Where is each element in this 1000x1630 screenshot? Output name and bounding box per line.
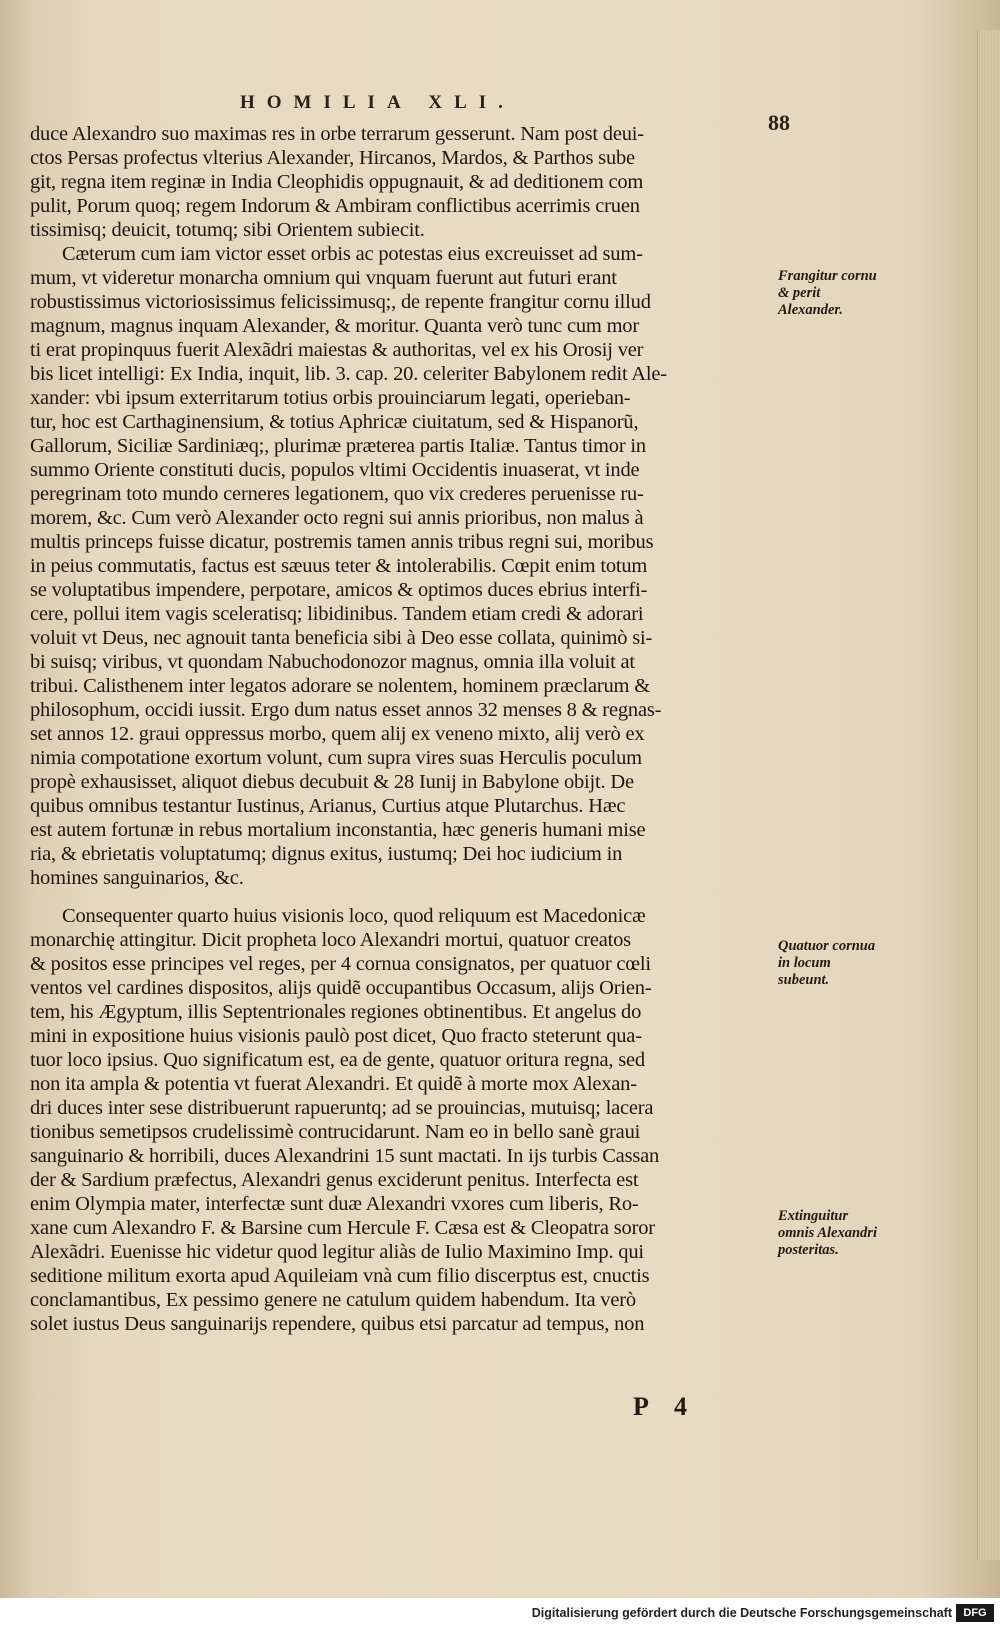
text-line: solet iustus Deus sanguinarijs rependere, quibus etsi parcatur ad tempus, non <box>30 1313 645 1335</box>
text-line: nimia compotatione exortum volunt, cum supra vires suas Herculis poculum <box>30 747 642 769</box>
text-line: ria, & ebrietatis voluptatumq; dignus exitus, iustumq; Dei hoc iudicium in <box>30 843 623 865</box>
text-line: pulit, Porum quoq; regem Indorum & Ambiram conflictibus acerrimis cruen <box>30 195 640 217</box>
text-line: tionibus semetipsos crudelissimè contrucidarunt. Nam eo in bello sanè graui <box>30 1121 641 1143</box>
text-line: xane cum Alexandro F. & Barsine cum Hercule F. Cæsa est & Cleopatra soror <box>30 1217 655 1239</box>
text-line: est autem fortunæ in rebus mortalium inconstantia, hæc generis humani mise <box>30 819 646 841</box>
text-line: bi suisq; viribus, vt quondam Nabuchodonozor magnus, omnia illa voluit at <box>30 651 635 673</box>
text-line <box>30 1336 775 1360</box>
text-line: conclamantibus, Ex pessimo genere ne catulum quidem habendum. Ita verò <box>30 1289 636 1311</box>
text-line: bis licet intelligi: Ex India, inquit, lib. 3. cap. 20. celeriter Babylonem redit Ale- <box>30 363 667 385</box>
text-line: monarchię attingitur. Dicit propheta loco Alexandri mortui, quatuor creatos <box>30 929 631 951</box>
text-line: voluit vt Deus, nec agnouit tanta beneficia sibi à Deo esse collata, quinimò si- <box>30 627 653 649</box>
folio-number: 88 <box>768 110 790 135</box>
text-line: dri duces inter sese distribuerunt rapueruntq; ad se prouincias, mutuisq; lacera <box>30 1097 654 1119</box>
dfg-logo-icon: DFG <box>956 1604 994 1622</box>
text-line: git, regna item reginæ in India Cleophidis oppugnauit, & ad deditionem com <box>30 171 644 193</box>
signature-mark: P 4 <box>633 1392 697 1421</box>
margin-note: Frangitur cornu & perit Alexander. <box>778 268 877 318</box>
text-line: magnum, magnus inquam Alexander, & moritur. Quanta verò tunc cum mor <box>30 315 639 337</box>
text-line: Alexãdri. Euenisse hic videtur quod legitur aliàs de Iulio Maximino Imp. qui <box>30 1241 644 1263</box>
text-line: ventos vel cardines dispositos, alijs quidẽ occupantibus Occasum, alijs Orien- <box>30 977 652 999</box>
text-line: ctos Persas profectus vlterius Alexander, Hircanos, Mardos, & Parthos sube <box>30 147 635 169</box>
text-line: ti erat propinquus fuerit Alexãdri maiestas & authoritas, vel ex his Orosij ver <box>30 339 644 361</box>
funding-credit: Digitalisierung gefördert durch die Deutsche Forschungsgemeinschaft <box>531 1606 952 1620</box>
text-line: enim Olympia mater, interfectæ sunt duæ Alexandri vxores cum liberis, Ro- <box>30 1193 639 1215</box>
page-edge-stack <box>977 30 1000 1560</box>
text-line: multis princeps fuisse dicatur, postremis tamen annis tribus regni sui, moribus <box>30 531 654 553</box>
text-line: tissimisq; deuicit, totumq; sibi Orientem subiecit. <box>30 219 425 241</box>
text-line: tuor loco ipsius. Quo significatum est, ea de gente, quatuor oritura regna, sed <box>30 1049 645 1071</box>
text-line: non ita ampla & potentia vt fuerat Alexandri. Et quidẽ à morte mox Alexan- <box>30 1073 637 1095</box>
text-line: summo Oriente constituti ducis, populos vltimi Occidentis inuaserat, vt inde <box>30 459 640 481</box>
text-line: sanguinario & horribili, duces Alexandrini 15 sunt mactati. In ijs turbis Cassan <box>30 1145 660 1167</box>
text-line: in peius commutatis, factus est sæuus teter & intolerabilis. Cœpit enim totum <box>30 555 648 577</box>
text-line: quibus omnibus testantur Iustinus, Arianus, Curtius atque Plutarchus. Hæc <box>30 795 626 817</box>
text-line: duce Alexandro suo maximas res in orbe terrarum gesserunt. Nam post deui- <box>30 123 644 145</box>
text-line: peregrinam toto mundo cerneres legationem, quo vix crederes peruenisse ru- <box>30 483 644 505</box>
text-line: philosophum, occidi iussit. Ergo dum natus esset annos 32 menses 8 & regnas- <box>30 699 662 721</box>
text-line: mum, vt videretur monarcha omnium qui vnquam fuerunt aut futuri erant <box>30 267 617 289</box>
text-line: seditione militum exorta apud Aquileiam vnà cum filio discerptus est, cnuctis <box>30 1265 650 1287</box>
text-line: & positos esse principes vel reges, per 4 cornua consignatos, per quatuor cœli <box>30 953 651 975</box>
text-line: morem, &c. Cum verò Alexander octo regni sui annis prioribus, non malus à <box>30 507 644 529</box>
footer-bar <box>0 1598 1000 1630</box>
text-line: tem, his Ægyptum, illis Septentrionales regiones obtinentibus. Et angelus do <box>30 1001 642 1023</box>
text-line: robustissimus victoriosissimus felicissimusq;, de repente frangitur cornu illud <box>30 291 651 313</box>
text-line: der & Sardium præfectus, Alexandri genus exciderunt penitus. Interfecta est <box>30 1169 639 1191</box>
text-line: tribui. Calisthenem inter legatos adorare se nolentem, hominem præclarum & <box>30 675 650 697</box>
margin-note: Quatuor cornua in locum subeunt. <box>778 938 876 988</box>
running-title: HOMILIA XLI. <box>240 92 515 113</box>
text-line: propè exhausisset, aliquot diebus decubuit & 28 Iunij in Babylone obijt. De <box>30 771 634 793</box>
text-line: cere, pollui item vagis sceleratisq; libidinibus. Tandem etiam credi & adorari <box>30 603 644 625</box>
text-line: mini in expositione huius visionis paulò post dicet, Quo fracto steterunt qua- <box>30 1025 642 1047</box>
text-line: tur, hoc est Carthaginensium, & totius Aphricæ ciuitatum, sed & Hispanorũ, <box>30 411 639 433</box>
text-line: xander: vbi ipsum exterritarum totius orbis prouinciarum legati, operieban- <box>30 387 631 409</box>
text-line: se voluptatibus impendere, perpotare, amicos & optimos duces ebrius interfi- <box>30 579 648 601</box>
text-line: homines sanguinarios, &c. <box>30 867 244 889</box>
text-line: Gallorum, Siciliæ Sardiniæq;, plurimæ præterea partis Italiæ. Tantus timor in <box>30 435 646 457</box>
margin-note: Extinguitur omnis Alexandri posteritas. <box>778 1208 877 1258</box>
text-line <box>30 1360 775 1384</box>
text-line: Consequenter quarto huius visionis loco, quod reliquum est Macedonicæ <box>62 905 646 927</box>
text-line: Cæterum cum iam victor esset orbis ac potestas eius excreuisset ad sum- <box>62 243 643 265</box>
text-line: set annos 12. graui oppressus morbo, quem alij ex veneno mixto, alij verò ex <box>30 723 645 745</box>
